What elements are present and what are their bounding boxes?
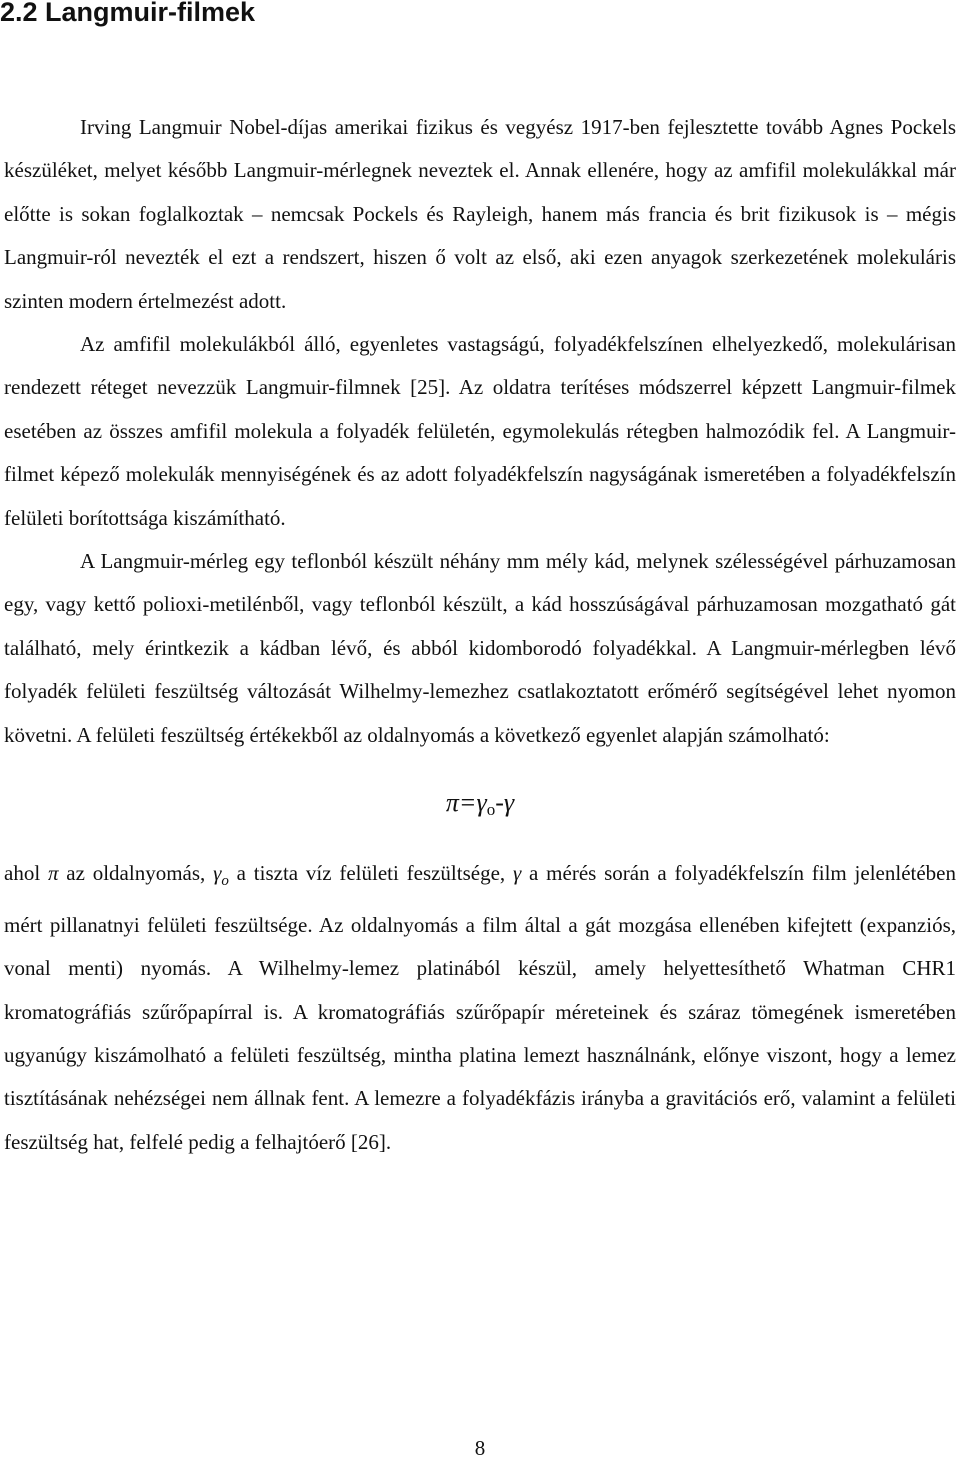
symbol-gamma-o-sub: o (221, 873, 229, 890)
paragraph-balance: A Langmuir-mérleg egy teflonból készült néhány mm mély kád, melynek szélességével párhuzamosan egy, vagy kettő polioxi-metilénből, vagy teflonból készült, a kád hosszúságával párhuzamosan mozgatható gát található, mely érintkezik a kádban lévő, és abból kidomborodó folyadékkal. A Langmuir-mérlegben lévő folyadék felületi feszültség változását Wilhelmy-lemezhez csatlakoztatott erőmérő segítségével lehet nyomon követni. A felületi feszültség értékekből az oldalnyomás a következő egyenlet alapján számolható: (4, 549, 956, 747)
symbols-text-2: az oldalnyomás, (58, 861, 214, 886)
symbols-text-3: a tiszta víz felületi feszültsége, (228, 861, 513, 886)
symbol-gamma-o-base: γ (213, 861, 222, 886)
symbols-text-1: ahol (4, 861, 48, 886)
symbol-pi: π (47, 861, 59, 886)
surface-pressure-equation (4, 783, 956, 830)
equation-rhs: -γ (495, 788, 515, 818)
symbol-gamma-o (213, 861, 229, 890)
equation-lhs: π=γ (445, 788, 487, 818)
equation-subscript: o (486, 800, 496, 820)
symbol-gamma: γ (512, 861, 522, 886)
page-number: 8 (474, 1436, 486, 1460)
body-text (4, 106, 956, 1164)
symbols-text-4: a mérés során a folyadékfelszín film jelenlétében mért pillanatnyi felületi feszültsége. Az oldalnyomás a film által a gát mozgása ellenében kifejtett (expanziós, vonal menti) nyomás. A Wilhelmy-lemez platinából készül, amely helyettesíthető Whatman CHR1 kromatográfiás szűrőpapírral is. A kromatográfiás szűrőpapír méreteinek és száraz tömegének ismeretében ugyanúgy kiszámolható a felületi feszültség, mintha platina lemezt használnánk, előnye viszont, hogy a lemez tisztításának nehézségei nem állnak fent. A lemezre a folyadékfázis irányba a gravitációs erő, valamint a felületi feszültség hat, felfelé pedig a felhajtóerő [26]. (4, 861, 956, 1154)
paragraph-history: Irving Langmuir Nobel-díjas amerikai fizikus és vegyész 1917-ben fejlesztette tovább Agnes Pockels készüléket, melyet később Langmuir-mérlegnek neveztek el. Annak ellenére, hogy az amfifil molekulákkal már előtte is sokan foglalkoztak – nemcsak Pockels és Rayleigh, hanem más francia és brit fizikusok is – mégis Langmuir-ról nevezték el ezt a rendszert, hiszen ő volt az első, aki ezen anyagok szerkezetének molekuláris szinten modern értelmezést adott. (4, 115, 956, 313)
paragraph-symbols (4, 852, 956, 1164)
paragraph-definition: Az amfifil molekulákból álló, egyenletes vastagságú, folyadékfelszínen elhelyezkedő, molekulárisan rendezett réteget nevezzük Langmuir-filmnek [25]. Az oldatra terítéses módszerrel képzett Langmuir-filmek esetében az összes amfifil molekula a folyadék felületén, egymolekulás rétegben halmozódik fel. A Langmuir-filmet képező molekulák mennyiségének és az adott folyadékfelszín nagyságának ismeretében a folyadékfelszín felületi borítottsága kiszámítható. (4, 332, 956, 530)
section-heading: 2.2 Langmuir-filmek (0, 0, 256, 27)
